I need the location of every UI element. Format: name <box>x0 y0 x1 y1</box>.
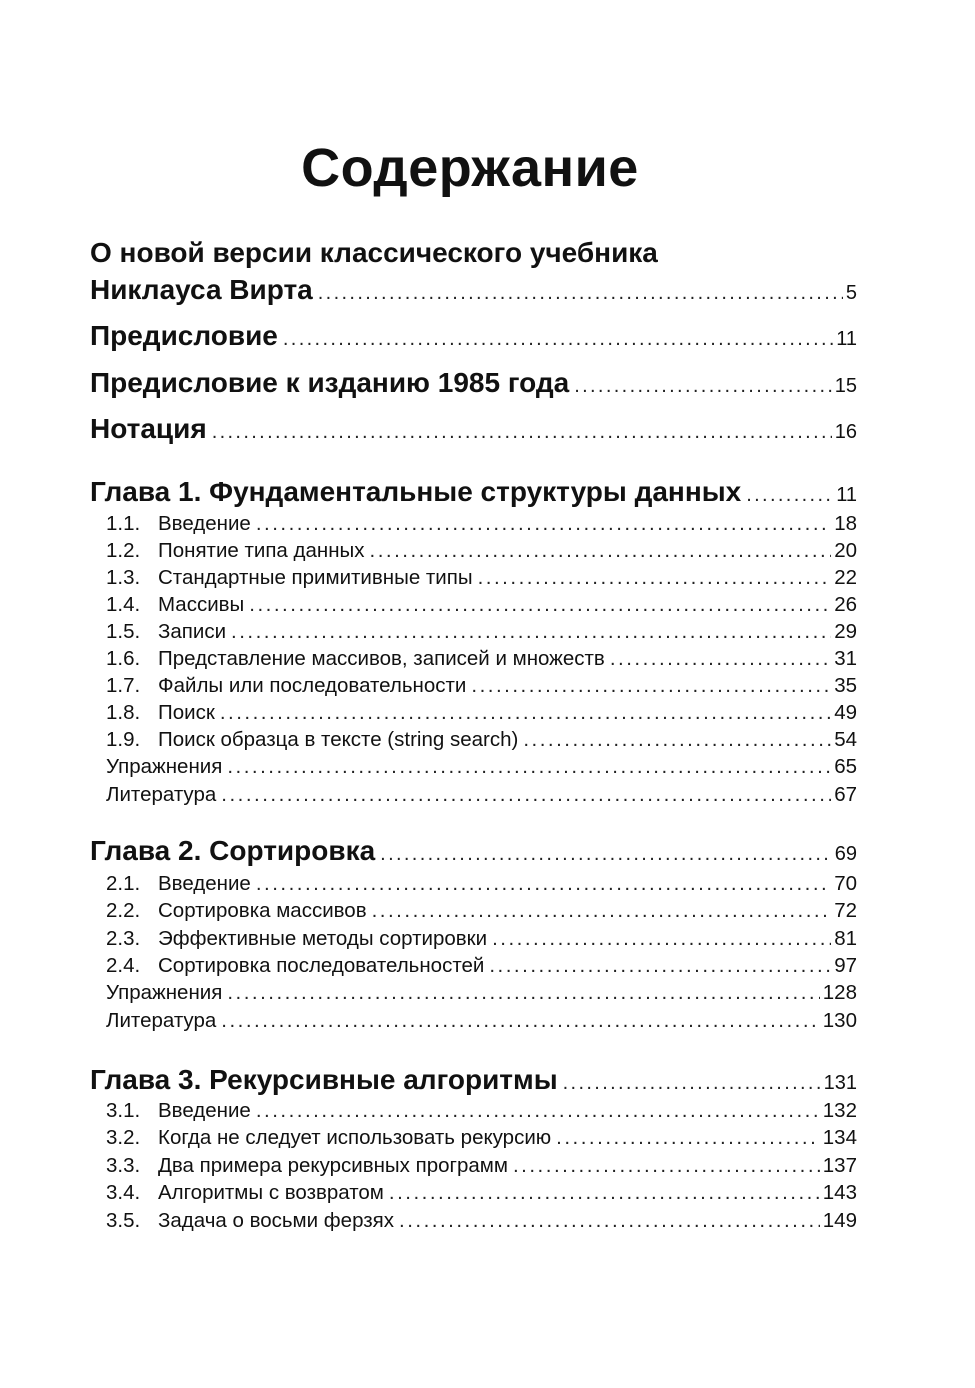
section-number: 3.3. <box>106 1154 141 1177</box>
section-number: 2.3. <box>106 927 141 950</box>
leader-dots <box>610 647 831 671</box>
toc-page-number: 11 <box>836 328 857 350</box>
section-label: Введение <box>158 1099 251 1122</box>
section-number: 1.4. <box>106 593 141 616</box>
toc-page-number: 65 <box>834 755 857 778</box>
leader-dots <box>256 512 831 536</box>
leader-dots <box>574 375 832 398</box>
leader-dots <box>489 954 831 978</box>
section-number: 3.4. <box>106 1181 141 1204</box>
toc-page-number: 54 <box>834 728 857 751</box>
toc-chapter-3[interactable] <box>90 1064 857 1096</box>
section-label: Два примера рекурсивных программ <box>158 1154 508 1177</box>
toc-section[interactable] <box>106 593 857 617</box>
toc-section[interactable] <box>106 728 857 752</box>
toc-page-number: 137 <box>822 1154 857 1177</box>
section-number: 1.3. <box>106 566 141 589</box>
leader-dots <box>513 1154 820 1178</box>
section-label: Поиск образца в тексте (string search) <box>158 728 519 751</box>
leader-dots <box>746 484 833 507</box>
toc-page-number: 70 <box>834 872 857 895</box>
section-label: Массивы <box>158 593 245 616</box>
toc-section[interactable] <box>106 954 857 978</box>
toc-page-number: 130 <box>822 1009 857 1032</box>
toc-page-number: 143 <box>822 1181 857 1204</box>
toc-page-number: 134 <box>822 1126 857 1149</box>
toc-entry-notation[interactable] <box>90 413 857 445</box>
section-number: 1.6. <box>106 647 141 670</box>
leader-dots <box>478 566 832 590</box>
section-label: Сортировка последовательностей <box>158 954 485 977</box>
toc-page-number: 22 <box>834 566 857 589</box>
toc-page-number: 31 <box>834 647 857 670</box>
toc-page-number: 131 <box>823 1072 857 1094</box>
toc-section[interactable] <box>106 1154 857 1178</box>
toc-page-number: 67 <box>834 783 857 806</box>
toc-page-number: 97 <box>834 954 857 977</box>
section-label: Упражнения <box>106 981 223 1004</box>
toc-section[interactable] <box>106 1099 857 1123</box>
toc-section[interactable] <box>106 539 857 563</box>
leader-dots <box>380 843 832 866</box>
toc-entry-preface[interactable] <box>90 320 857 352</box>
section-number: 1.1. <box>106 512 141 535</box>
section-number: 2.1. <box>106 872 141 895</box>
section-label: Введение <box>158 872 251 895</box>
leader-dots <box>372 899 832 923</box>
page-title: Содержание <box>301 138 639 198</box>
toc-page-number: 69 <box>834 843 857 865</box>
leader-dots <box>492 927 831 951</box>
toc-section-exercises[interactable] <box>106 755 857 779</box>
toc-page-number: 35 <box>834 674 857 697</box>
section-number: 3.2. <box>106 1126 141 1149</box>
toc-page-number: 132 <box>822 1099 857 1122</box>
toc-section[interactable] <box>106 647 857 671</box>
section-label: Поиск <box>158 701 215 724</box>
section-label: Алгоритмы с возвратом <box>158 1181 384 1204</box>
section-label: Представление массивов, записей и множеств <box>158 647 605 670</box>
section-label: Записи <box>158 620 227 643</box>
section-label: Упражнения <box>106 755 223 778</box>
toc-page-number: 81 <box>834 927 857 950</box>
toc-page-number: 18 <box>834 512 857 535</box>
leader-dots <box>220 701 831 725</box>
toc-section[interactable] <box>106 927 857 951</box>
leader-dots <box>370 539 832 563</box>
section-number: 1.7. <box>106 674 141 697</box>
section-number: 3.5. <box>106 1209 141 1232</box>
leader-dots <box>523 728 831 752</box>
toc-entry-preface-wirth[interactable] <box>90 274 857 306</box>
toc-entry-label: Предисловие к изданию 1985 года <box>90 367 570 398</box>
toc-page-number: 128 <box>822 981 857 1004</box>
toc-section[interactable] <box>106 674 857 698</box>
leader-dots <box>249 593 831 617</box>
toc-section[interactable] <box>106 701 857 725</box>
toc-page-number: 15 <box>834 375 857 397</box>
leader-dots <box>256 872 831 896</box>
leader-dots <box>256 1099 820 1123</box>
leader-dots <box>212 421 832 444</box>
leader-dots <box>221 783 831 807</box>
section-label: Файлы или последовательности <box>158 674 467 697</box>
toc-page-number: 5 <box>845 282 857 304</box>
leader-dots <box>389 1181 820 1205</box>
section-label: Стандартные примитивные типы <box>158 566 473 589</box>
toc-section[interactable] <box>106 512 857 536</box>
leader-dots <box>471 674 831 698</box>
toc-page-number: 26 <box>834 593 857 616</box>
toc-section-literature[interactable] <box>106 783 857 807</box>
toc-page-number: 149 <box>822 1209 857 1232</box>
leader-dots <box>318 282 843 305</box>
section-number: 1.8. <box>106 701 141 724</box>
toc-section[interactable] <box>106 1181 857 1205</box>
toc-section[interactable] <box>106 899 857 923</box>
leader-dots <box>227 981 819 1005</box>
toc-section-literature[interactable] <box>106 1009 857 1033</box>
section-number: 1.9. <box>106 728 141 751</box>
section-label: Понятие типа данных <box>158 539 365 562</box>
section-number: 2.2. <box>106 899 141 922</box>
toc-page-number: 72 <box>834 899 857 922</box>
toc-chapter-1[interactable] <box>90 476 857 508</box>
section-label: Литература <box>106 1009 217 1032</box>
toc-section[interactable] <box>106 566 857 590</box>
toc-page-number: 20 <box>834 539 857 562</box>
toc-entry-label: Предисловие <box>90 320 278 351</box>
toc-chapter-label: Глава 3. Рекурсивные алгоритмы <box>90 1064 558 1095</box>
section-label: Задача о восьми ферзях <box>158 1209 394 1232</box>
toc-section[interactable] <box>106 1126 857 1150</box>
section-label: Эффективные методы сортировки <box>158 927 488 950</box>
toc-page-number: 11 <box>836 484 857 506</box>
leader-dots <box>221 1009 820 1033</box>
toc-entry-preface-wirth-line1: О новой версии классического учебника <box>90 237 658 268</box>
toc-section-exercises[interactable] <box>106 981 857 1005</box>
leader-dots <box>399 1209 820 1233</box>
toc-entry-label: Никлауса Вирта <box>90 274 313 305</box>
toc-section[interactable] <box>106 872 857 896</box>
toc-page-number: 16 <box>834 421 857 443</box>
section-label: Литература <box>106 783 217 806</box>
toc-page-number: 49 <box>834 701 857 724</box>
section-number: 1.5. <box>106 620 141 643</box>
toc-chapter-2[interactable] <box>90 835 857 867</box>
toc-section[interactable] <box>106 1209 857 1233</box>
section-label: Сортировка массивов <box>158 899 367 922</box>
section-label: Введение <box>158 512 251 535</box>
leader-dots <box>227 755 831 779</box>
toc-section[interactable] <box>106 620 857 644</box>
toc-entry-label: Нотация <box>90 413 207 444</box>
section-label: Когда не следует использовать рекурсию <box>158 1126 552 1149</box>
toc-chapter-label: Глава 1. Фундаментальные структуры данных <box>90 476 742 507</box>
leader-dots <box>563 1072 821 1095</box>
toc-entry-preface-1985[interactable] <box>90 367 857 399</box>
toc-page-number: 29 <box>834 620 857 643</box>
toc-chapter-label: Глава 2. Сортировка <box>90 835 376 866</box>
leader-dots <box>231 620 831 644</box>
section-number: 1.2. <box>106 539 141 562</box>
section-number: 2.4. <box>106 954 141 977</box>
section-number: 3.1. <box>106 1099 141 1122</box>
leader-dots <box>556 1126 820 1150</box>
leader-dots <box>283 328 833 351</box>
